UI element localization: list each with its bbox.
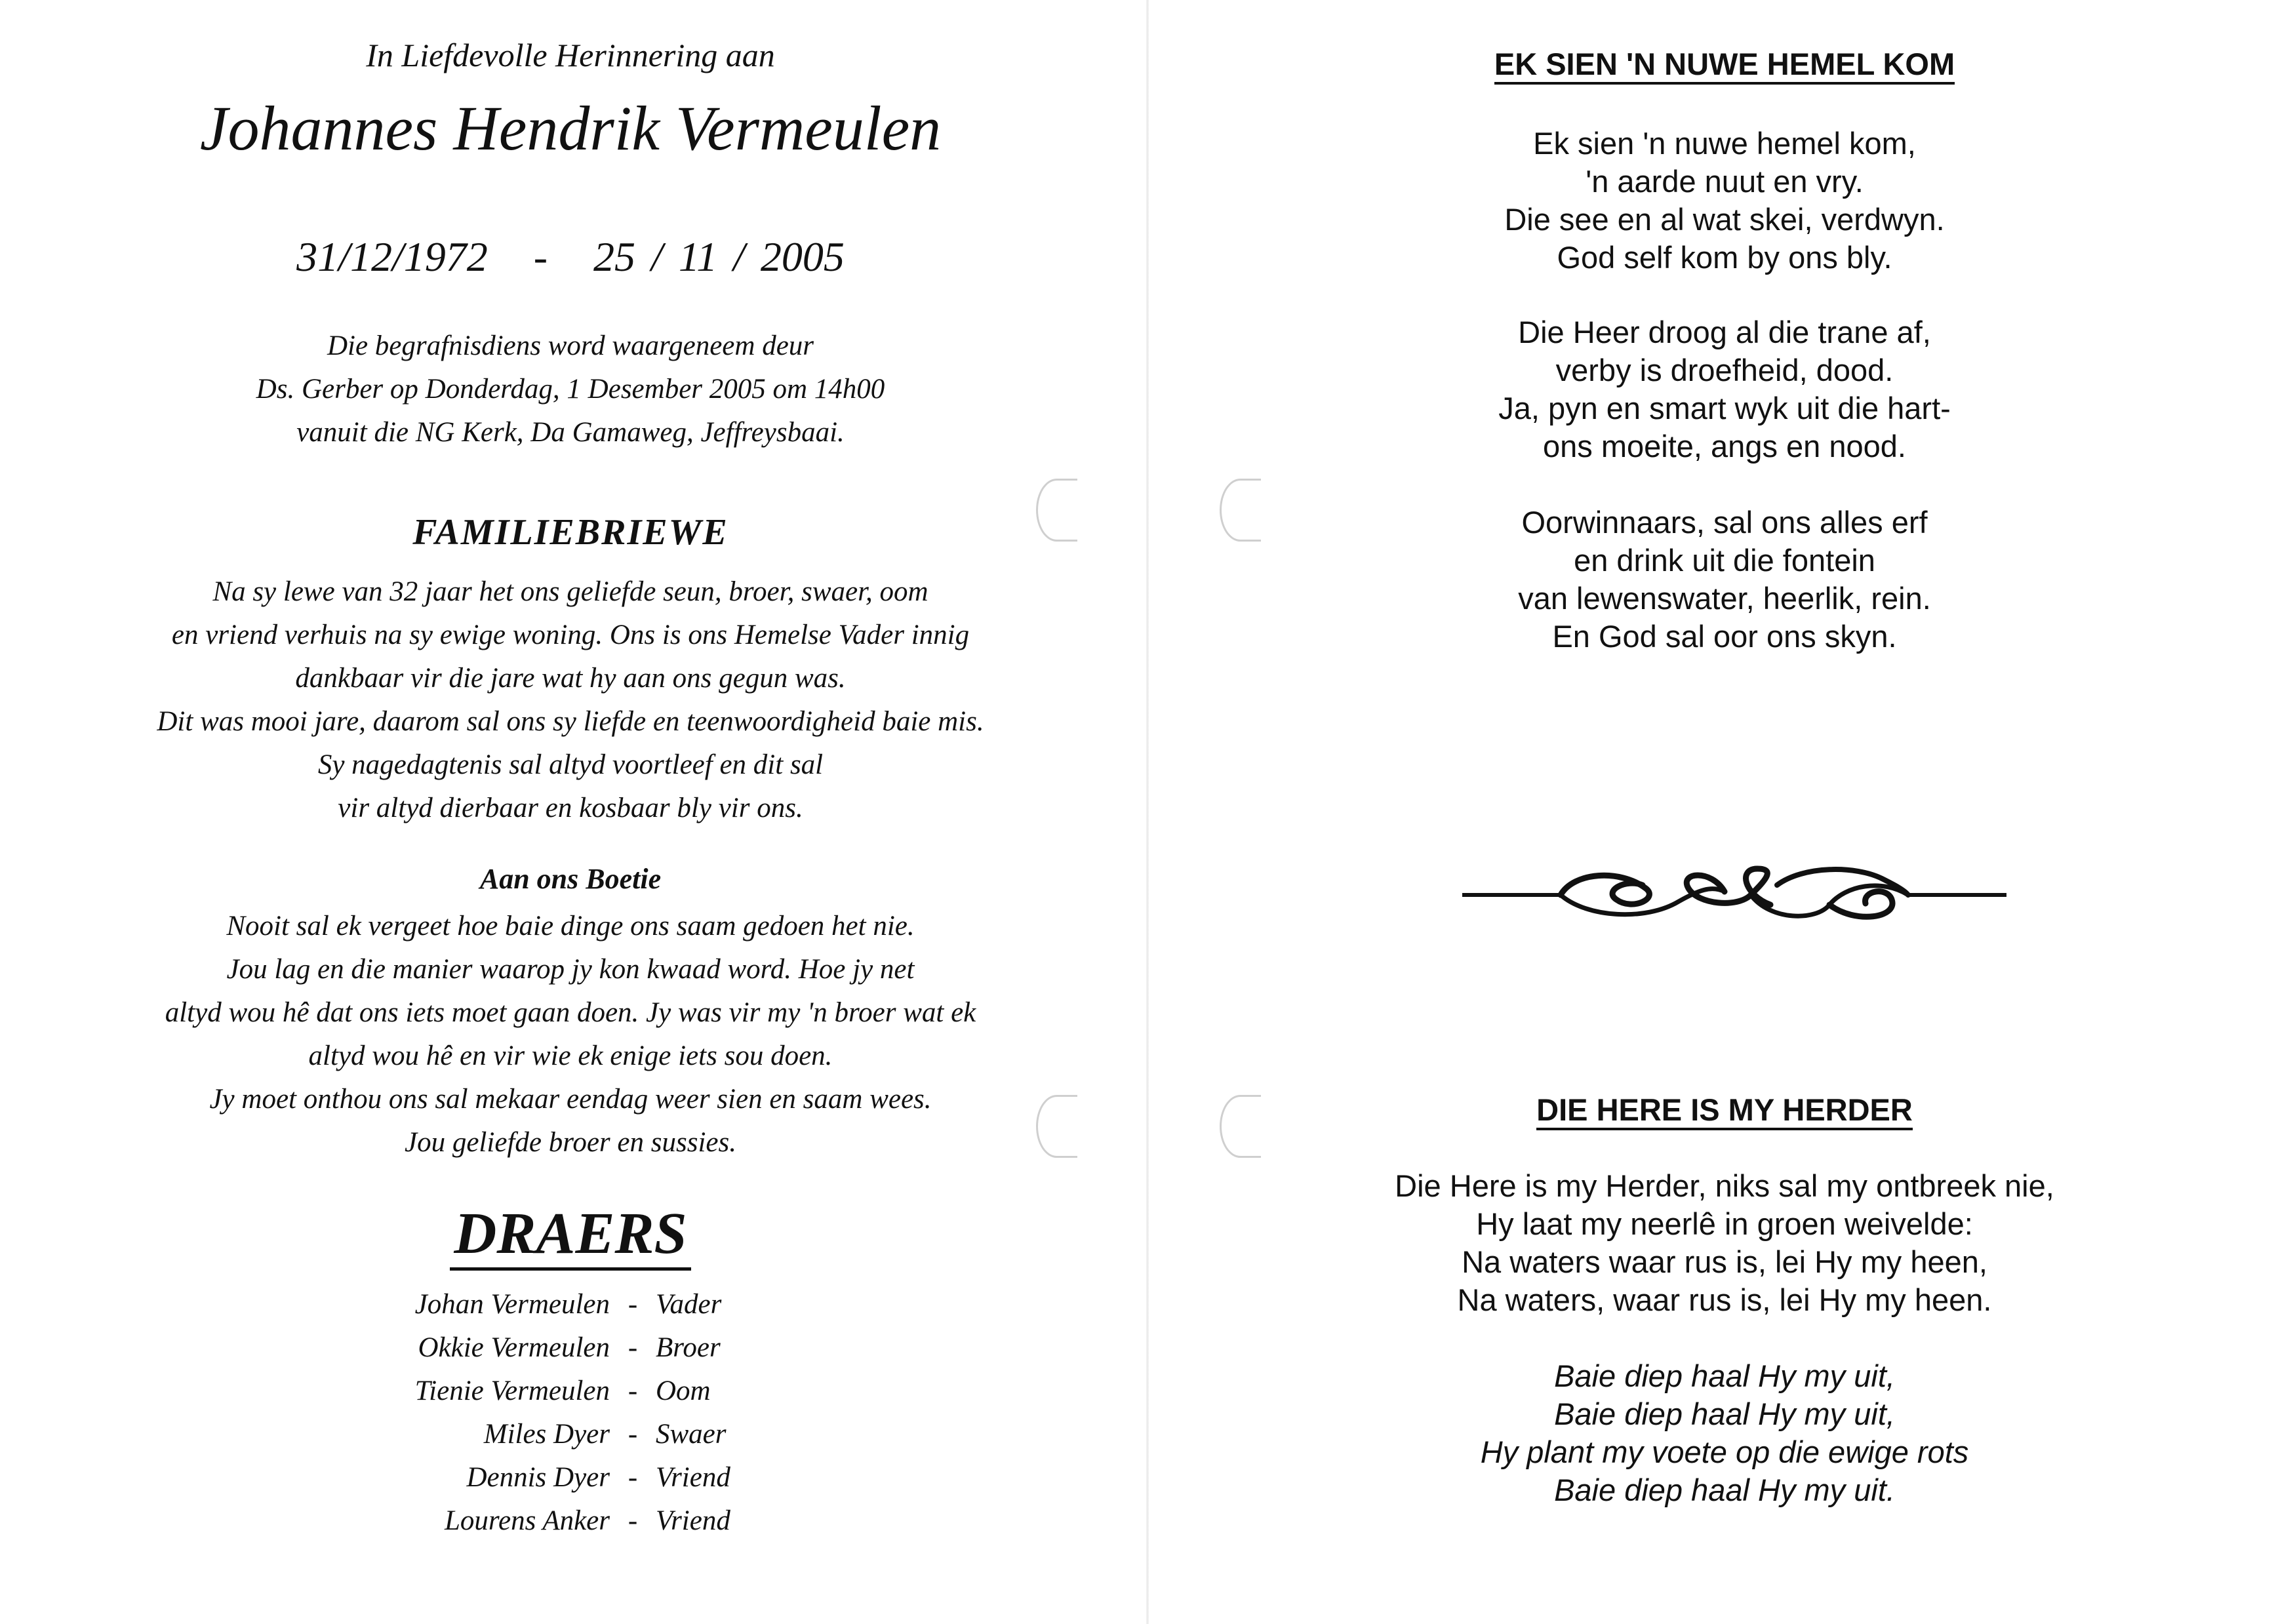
left-page xyxy=(0,0,1141,1624)
hymn1-title xyxy=(1154,46,2295,82)
service-line: Die begrafnisdiens word waargeneem deur xyxy=(327,330,814,361)
hymn-line: Ja, pyn en smart wyk uit die hart- xyxy=(1498,391,1951,426)
hymn1-stanza xyxy=(1154,504,2295,656)
bearer-relation: Oom xyxy=(656,1376,711,1406)
hymn-line: Die see en al wat skei, verdwyn. xyxy=(1504,202,1945,237)
bearer-row xyxy=(0,1505,1141,1548)
hymn1-stanza xyxy=(1154,313,2295,465)
familiebriewe-line: vir altyd dierbaar en kosbaar bly vir ons. xyxy=(338,793,803,823)
deceased-name: Johannes Hendrik Vermeulen xyxy=(199,93,942,163)
boetie-line: Jy moet onthou ons sal mekaar eendag weer sien en saam wees. xyxy=(209,1084,932,1115)
hymn-line: En God sal oor ons skyn. xyxy=(1552,619,1897,654)
hymn-line: Na waters, waar rus is, lei Hy my heen. xyxy=(1457,1282,1992,1317)
bearer-name: Johan Vermeulen xyxy=(414,1289,610,1320)
familiebriewe-line: en vriend verhuis na sy ewige woning. Ons is ons Hemelse Vader innig xyxy=(171,620,970,650)
date-separator: - xyxy=(533,233,548,280)
familiebriewe-line: Sy nagedagtenis sal altyd voortleef en dit sal xyxy=(317,749,824,780)
punch-hole-icon xyxy=(1036,479,1077,542)
bearer-dash: - xyxy=(628,1332,638,1363)
hymn-line: van lewenswater, heerlik, rein. xyxy=(1518,581,1931,616)
bearer-name: Dennis Dyer xyxy=(466,1462,610,1493)
bearer-relation: Swaer xyxy=(656,1419,727,1450)
hymn-line: Oorwinnaars, sal ons alles erf xyxy=(1521,505,1928,540)
bearer-dash: - xyxy=(628,1289,638,1320)
hymn-line: Na waters waar rus is, lei Hy my heen, xyxy=(1462,1244,1987,1279)
bearer-dash: - xyxy=(628,1462,638,1493)
familiebriewe-heading: FAMILIEBRIEWE xyxy=(412,512,728,553)
bearer-row xyxy=(0,1461,1141,1505)
familiebriewe-line: Dit was mooi jare, daarom sal ons sy liefde en teenwoordigheid baie mis. xyxy=(157,706,984,737)
boetie-line: Jou geliefde broer en sussies. xyxy=(405,1127,736,1158)
bearer-relation: Vader xyxy=(656,1289,722,1320)
bearer-dash: - xyxy=(628,1419,638,1450)
hymn-line: Die Heer droog al die trane af, xyxy=(1518,315,1931,349)
death-date: 25 / 11 / 2005 xyxy=(593,233,845,280)
bearer-name: Okkie Vermeulen xyxy=(418,1332,610,1363)
scroll-flourish-divider-icon xyxy=(1462,859,2006,931)
boetie-line: altyd wou hê en vir wie ek enige iets sou doen. xyxy=(308,1040,833,1071)
service-line: vanuit die NG Kerk, Da Gamaweg, Jeffreysbaai. xyxy=(296,417,845,448)
service-line: Ds. Gerber op Donderdag, 1 Desember 2005 om 14h00 xyxy=(256,374,885,405)
hymn-line: God self kom by ons bly. xyxy=(1557,240,1892,275)
draers-heading-text: DRAERS xyxy=(450,1201,690,1271)
hymn-line: Baie diep haal Hy my uit, xyxy=(1554,1358,1895,1393)
service-details xyxy=(0,325,1141,454)
hymn-line: ons moeite, angs en nood. xyxy=(1543,429,1906,464)
hymn1-stanza xyxy=(1154,125,2295,277)
bearer-name: Tienie Vermeulen xyxy=(414,1376,610,1406)
boetie-line: Nooit sal ek vergeet hoe baie dinge ons saam gedoen het nie. xyxy=(226,911,915,941)
boetie-heading: Aan ons Boetie xyxy=(479,863,662,895)
hymn-line: Hy plant my voete op die ewige rots xyxy=(1480,1435,1969,1469)
bearer-name: Miles Dyer xyxy=(483,1419,610,1450)
familiebriewe-line: dankbaar vir die jare wat hy aan ons gegun was. xyxy=(295,663,846,694)
hymn-line: Hy laat my neerlê in groen weivelde: xyxy=(1476,1206,1973,1241)
hymn-line: Ek sien 'n nuwe hemel kom, xyxy=(1533,126,1916,161)
hymn-line: Baie diep haal Hy my uit. xyxy=(1554,1473,1895,1507)
hymn2-stanza xyxy=(1154,1167,2295,1319)
boetie-text xyxy=(0,905,1141,1164)
birth-date: 31/12/1972 xyxy=(296,233,488,280)
bearers-list xyxy=(0,1288,1141,1548)
bearer-dash: - xyxy=(628,1376,638,1406)
boetie-line: altyd wou hê dat ons iets moet gaan doen. Jy was vir my 'n broer wat ek xyxy=(165,997,976,1028)
hymn-line: Die Here is my Herder, niks sal my ontbreek nie, xyxy=(1395,1168,2054,1203)
bearer-relation: Vriend xyxy=(656,1462,730,1493)
hymn1-title-text: EK SIEN 'N NUWE HEMEL KOM xyxy=(1494,47,1955,85)
bearer-row xyxy=(0,1418,1141,1461)
boetie-line: Jou lag en die manier waarop jy kon kwaad word. Hoe jy net xyxy=(226,954,915,985)
draers-heading xyxy=(0,1200,1141,1267)
bearer-row xyxy=(0,1288,1141,1332)
bearer-name: Lourens Anker xyxy=(444,1505,610,1536)
familiebriewe-line: Na sy lewe van 32 jaar het ons geliefde seun, broer, swaer, oom xyxy=(212,576,928,607)
familiebriewe-text xyxy=(0,570,1141,830)
memorial-intro: In Liefdevolle Herinnering aan xyxy=(366,37,775,73)
hymn-line: verby is droefheid, dood. xyxy=(1555,353,1894,387)
hymn2-title xyxy=(1154,1092,2295,1128)
hymn2-refrain xyxy=(1154,1357,2295,1509)
hymn-line: en drink uit die fontein xyxy=(1574,543,1875,578)
page-fold xyxy=(1146,0,1149,1624)
life-dates xyxy=(0,233,1141,281)
bearer-relation: Vriend xyxy=(656,1505,730,1536)
bearer-relation: Broer xyxy=(656,1332,721,1363)
bearer-dash: - xyxy=(628,1505,638,1536)
hymn2-title-text: DIE HERE IS MY HERDER xyxy=(1536,1092,1913,1130)
hymn-line: Baie diep haal Hy my uit, xyxy=(1554,1396,1895,1431)
bearer-row xyxy=(0,1375,1141,1418)
bearer-row xyxy=(0,1332,1141,1375)
punch-hole-icon xyxy=(1036,1095,1077,1158)
hymn-line: 'n aarde nuut en vry. xyxy=(1586,164,1864,199)
